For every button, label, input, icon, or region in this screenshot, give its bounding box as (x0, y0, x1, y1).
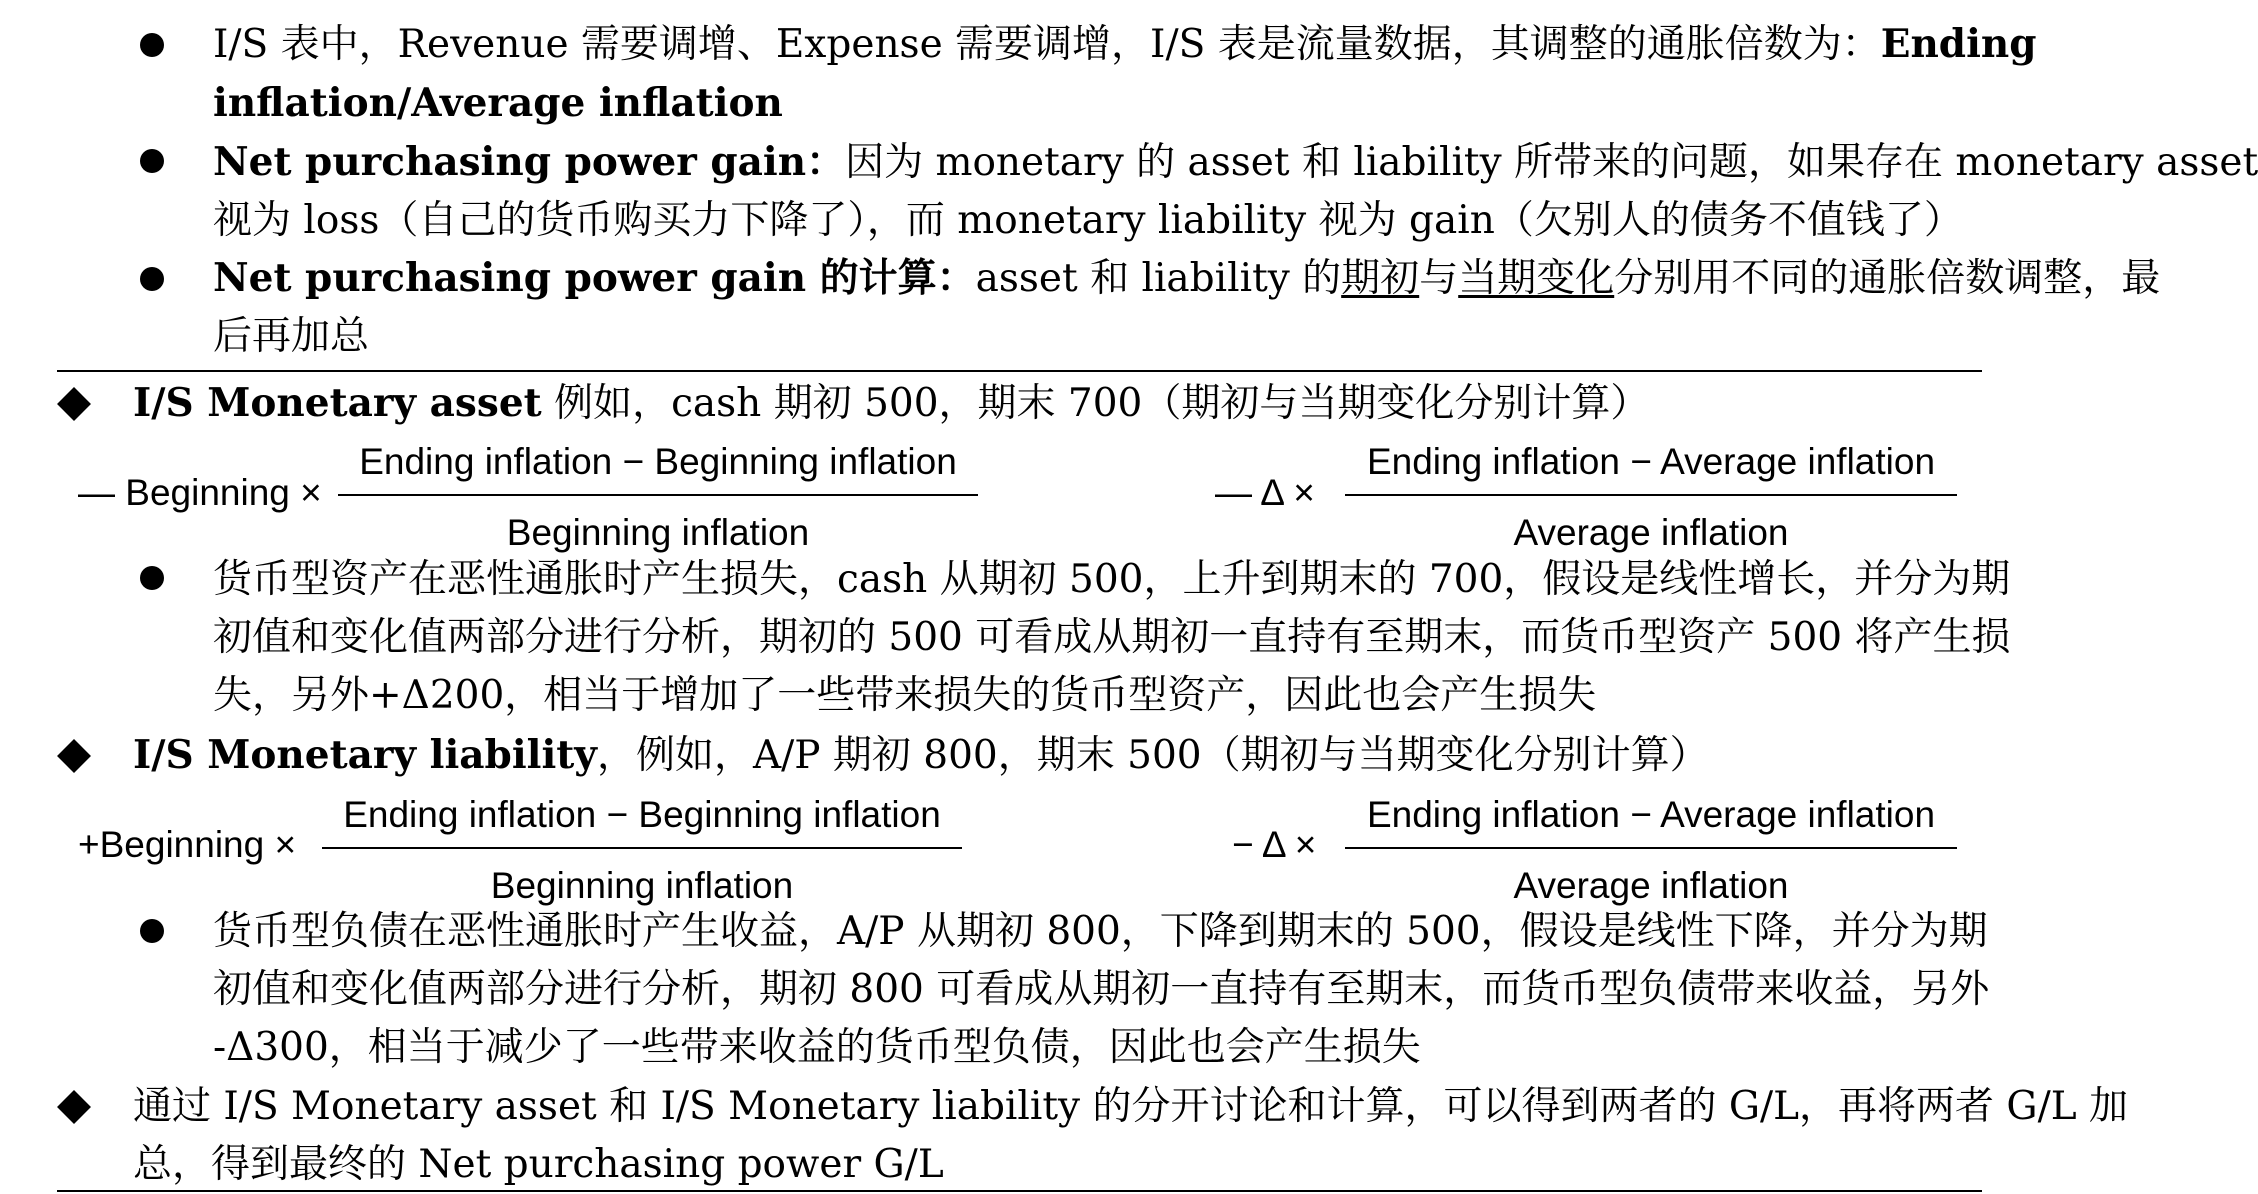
bullet-icon (140, 566, 164, 590)
diamond-bullet-icon (57, 387, 91, 421)
bottom-border (57, 1190, 1982, 1192)
para3-line1 (213, 255, 2161, 301)
para1-line2 (213, 80, 783, 126)
asset-note-text-1: 货币型资产在恶性通胀时产生损失，cash 从期初 500，上升到期末的 700，假设是线性增长，并分为期 (213, 557, 2011, 602)
liability-f1-fraction (322, 796, 962, 904)
para1-bold-formula: inflation/Average inflation (213, 80, 783, 126)
para3-underline-change: 当期变化 (1458, 256, 1615, 301)
asset-heading (133, 380, 1650, 426)
bullet-icon (140, 267, 164, 291)
liability-heading-bold: I/S Monetary liability (133, 732, 597, 778)
para2-text-2: 视为 loss（自己的货币购买力下降了），而 monetary liability 视为 gain（欠别人的债务不值钱了） (213, 198, 1963, 243)
fraction-bar (338, 494, 978, 496)
total-text-1: 通过 I/S Monetary asset 和 I/S Monetary liability 的分开讨论和计算，可以得到两者的 G/L，再将两者 G/L 加 (133, 1084, 2129, 1129)
bullet-icon (140, 919, 164, 943)
para2-bold-term: Net purchasing power gain： (213, 139, 846, 185)
asset-f1-numerator: Ending inflation − Beginning inflation (359, 441, 957, 482)
liability-heading (133, 732, 1709, 778)
para2-text: 因为 monetary 的 asset 和 liability 所带来的问题，如果存在 monetary asset (845, 140, 2258, 185)
para1-line1 (213, 21, 2037, 67)
asset-heading-bold: I/S Monetary asset (133, 380, 542, 426)
liability-f2-fraction (1345, 796, 1957, 904)
asset-note-text-2: 初值和变化值两部分进行分析，期初的 500 可看成从期初一直持有至期末，而货币型资产 500 将产生损 (213, 615, 2011, 660)
asset-note-line2 (213, 615, 2011, 660)
liability-f2-prefix: − Δ × (1232, 824, 1317, 865)
liability-f2-denominator: Average inflation (1513, 865, 1789, 906)
para3-underline-beginning: 期初 (1341, 256, 1420, 301)
asset-f2-fraction (1345, 443, 1957, 551)
fraction-bar (322, 847, 962, 849)
asset-note-text-3: 失，另外+Δ200，相当于增加了一些带来损失的货币型资产，因此也会产生损失 (213, 673, 1597, 718)
total-line2 (133, 1142, 944, 1187)
para3-text-b: 与 (1419, 256, 1459, 301)
para3-text-2: 后再加总 (213, 314, 370, 359)
para1-text: I/S 表中，Revenue 需要调增、Expense 需要调增，I/S 表是流量数据，其调整的通胀倍数为： (213, 22, 1881, 67)
para3-text-a: asset 和 liability 的 (975, 256, 1342, 301)
liability-note-text-3: -Δ300，相当于减少了一些带来收益的货币型负债，因此也会产生损失 (213, 1025, 1421, 1070)
liability-note-line3 (213, 1025, 1421, 1070)
asset-f2-denominator: Average inflation (1513, 512, 1789, 553)
section-divider (57, 370, 1982, 372)
liability-heading-text: ，例如，A/P 期初 800，期末 500（期初与当期变化分别计算） (596, 733, 1709, 778)
liability-note-line2 (213, 967, 1990, 1012)
liability-f1-numerator: Ending inflation − Beginning inflation (343, 794, 941, 835)
para2-line1 (213, 139, 2258, 185)
para3-line2 (213, 314, 370, 359)
asset-f2-numerator: Ending inflation − Average inflation (1366, 441, 1936, 482)
liability-f1-prefix: +Beginning × (78, 824, 297, 865)
para1-bold-ending: Ending (1880, 21, 2037, 67)
asset-heading-text: 例如，cash 期初 500，期末 700（期初与当期变化分别计算） (541, 381, 1650, 426)
para2-line2 (213, 198, 1963, 243)
asset-note-line3 (213, 673, 1597, 718)
bullet-icon (140, 149, 164, 173)
liability-note-text-1: 货币型负债在恶性通胀时产生收益，A/P 从期初 800，下降到期末的 500，假设是线性下降，并分为期 (213, 909, 1988, 954)
bullet-icon (140, 33, 164, 57)
liability-f2-numerator: Ending inflation − Average inflation (1366, 794, 1936, 835)
fraction-bar (1345, 847, 1957, 849)
asset-note-line1 (213, 557, 2011, 602)
asset-f1-fraction (338, 443, 978, 551)
fraction-bar (1345, 494, 1957, 496)
para3-bold-term: Net purchasing power gain 的计算： (213, 255, 976, 301)
diamond-bullet-icon (57, 739, 91, 773)
total-line1 (133, 1084, 2129, 1129)
liability-note-line1 (213, 909, 1988, 954)
asset-f1-denominator: Beginning inflation (506, 512, 810, 553)
liability-f1-denominator: Beginning inflation (490, 865, 794, 906)
asset-f2-prefix: — Δ × (1215, 472, 1315, 513)
asset-f1-prefix: — Beginning × (78, 472, 322, 513)
diamond-bullet-icon (57, 1090, 91, 1124)
total-text-2: 总，得到最终的 Net purchasing power G/L (133, 1142, 944, 1187)
para3-text-c: 分别用不同的通胀倍数调整，最 (1614, 256, 2161, 301)
liability-note-text-2: 初值和变化值两部分进行分析，期初 800 可看成从期初一直持有至期末，而货币型负债带来收益，另外 (213, 967, 1990, 1012)
